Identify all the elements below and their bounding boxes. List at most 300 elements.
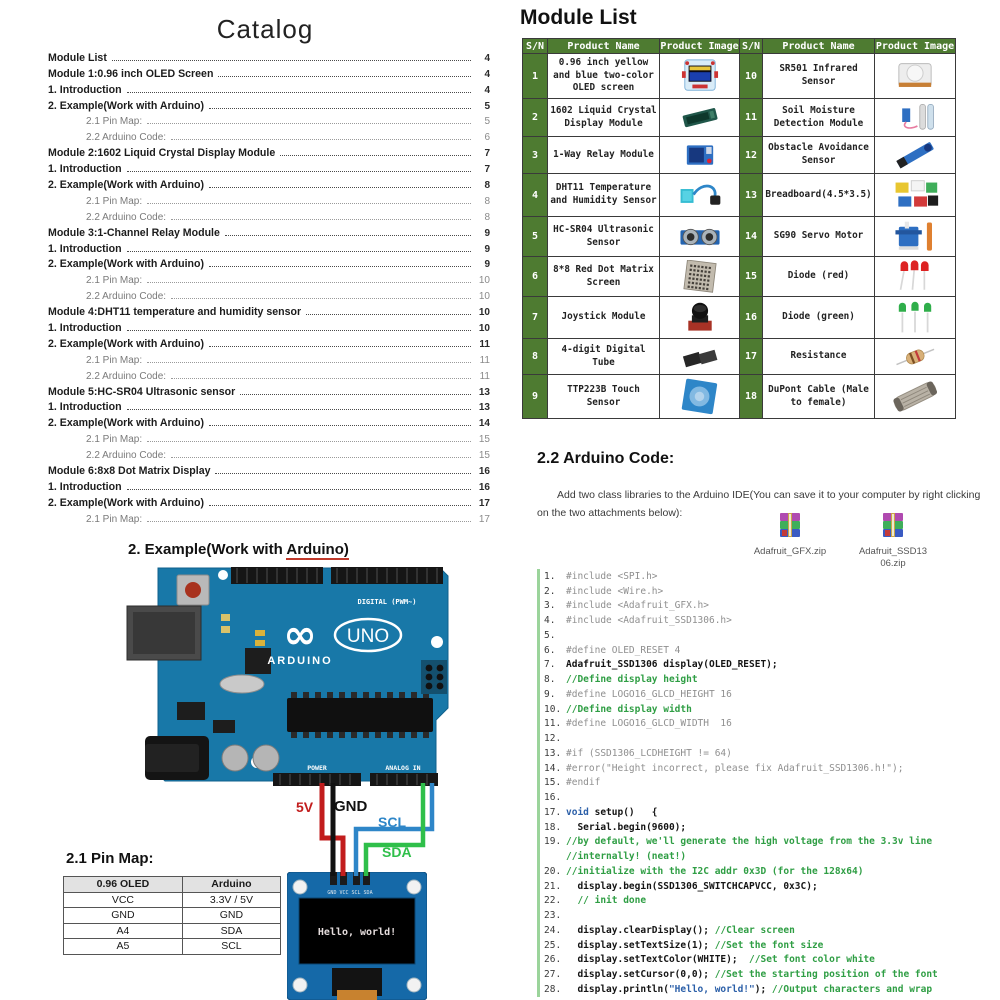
toc-page-number: 7 xyxy=(484,164,490,176)
code-line-number: 27. xyxy=(544,969,562,981)
module-table-header: S/N xyxy=(740,39,763,54)
product-image-ultrasonic xyxy=(660,217,740,257)
product-name-cell: Soil Moisture Detection Module xyxy=(763,99,875,137)
toc-dot-leader xyxy=(127,251,471,252)
toc-entry[interactable] xyxy=(48,286,490,302)
toc-entry[interactable] xyxy=(48,382,490,398)
toc-entry-label: 1. Introduction xyxy=(48,163,122,176)
toc-page-number: 8 xyxy=(484,180,490,192)
product-image-digital-tube xyxy=(660,339,740,375)
pin-map-row xyxy=(64,908,281,924)
sn-cell: 9 xyxy=(523,375,548,419)
code-line-text: #include <Adafruit_GFX.h> xyxy=(566,600,709,612)
code-line-text: //initialize with the I2C addr 0x3D (for the 128x64) xyxy=(566,865,864,877)
wire-label-scl: SCL xyxy=(378,814,406,830)
toc-dot-leader xyxy=(127,330,471,331)
product-name-cell: 0.96 inch yellow and blue two-color OLED screen xyxy=(548,54,660,99)
toc-page-number: 4 xyxy=(484,68,490,80)
module-table-row xyxy=(523,217,956,257)
svg-text:GND VCC SCL SDA: GND VCC SCL SDA xyxy=(327,890,373,896)
toc-page-number: 10 xyxy=(478,291,490,303)
toc-dot-leader xyxy=(209,108,471,109)
code-line-number: 22. xyxy=(544,895,562,907)
code-line-number: 3. xyxy=(544,600,556,612)
toc-entry-label: 2.2 Arduino Code: xyxy=(86,291,167,303)
toc-entry[interactable] xyxy=(48,207,490,223)
product-name-cell: 4-digit Digital Tube xyxy=(548,339,660,375)
product-image-led-green xyxy=(875,297,956,339)
toc-entry[interactable] xyxy=(48,302,490,318)
code-line-text: Serial.begin(9600); xyxy=(566,821,687,833)
code-line-text: display.println("Hello, world!"); //Output characters and wrap xyxy=(566,983,933,995)
code-line-number: 24. xyxy=(544,924,562,936)
catalog-title: Catalog xyxy=(216,14,314,44)
code-line-number: 7. xyxy=(544,659,556,671)
sn-cell: 17 xyxy=(740,339,763,375)
sn-cell: 4 xyxy=(523,174,548,217)
product-image-relay xyxy=(660,137,740,174)
toc-dot-leader xyxy=(218,76,471,77)
code-line xyxy=(544,820,1000,835)
toc-dot-leader xyxy=(209,266,471,267)
toc-page-number: 5 xyxy=(484,100,490,112)
sn-cell: 11 xyxy=(740,99,763,137)
pin-map-cell: GND xyxy=(182,908,280,924)
toc-page-number: 15 xyxy=(478,450,490,462)
code-line-number: 23. xyxy=(544,910,562,922)
module-list-title: Module List xyxy=(520,6,637,29)
product-image-obstacle-sensor xyxy=(875,137,956,174)
product-name-cell: Diode (red) xyxy=(763,257,875,297)
toc-entry[interactable] xyxy=(48,223,490,239)
oled-module-image xyxy=(287,872,427,1000)
svg-text:ANALOG IN: ANALOG IN xyxy=(385,764,421,772)
code-line-text: #define LOGO16_GLCD_WIDTH 16 xyxy=(566,718,732,730)
code-line xyxy=(544,672,1000,687)
module-table-header: Product Name xyxy=(763,39,875,54)
arduino-code-listing xyxy=(537,569,1000,997)
pin-map-heading: 2.1 Pin Map: xyxy=(66,850,154,867)
product-image-soil-moisture xyxy=(875,99,956,137)
product-name-cell: Obstacle Avoidance Sensor xyxy=(763,137,875,174)
attachment-label-line2: 06.zip xyxy=(880,557,906,569)
product-name-cell: Breadboard(4.5*3.5) xyxy=(763,174,875,217)
toc-entry[interactable] xyxy=(48,191,490,207)
sn-cell: 7 xyxy=(523,297,548,339)
toc-page-number: 9 xyxy=(484,259,490,271)
code-line xyxy=(544,894,1000,909)
example-heading-word: Arduino) xyxy=(286,541,349,558)
toc-entry[interactable] xyxy=(48,175,490,191)
toc-page-number: 15 xyxy=(478,434,490,446)
pin-map-row xyxy=(64,892,281,908)
pin-map-cell: A5 xyxy=(64,939,183,955)
sn-cell: 1 xyxy=(523,54,548,99)
toc-dot-leader xyxy=(147,521,471,522)
module-table-header: Product Name xyxy=(548,39,660,54)
toc-dot-leader xyxy=(127,489,471,490)
toc-entry[interactable] xyxy=(48,493,490,509)
toc-entry-label: 2.1 Pin Map: xyxy=(86,195,143,207)
code-line-text: //internally! (neat!) xyxy=(566,851,687,863)
toc-entry-label: Module 2:1602 Liquid Crystal Display Module xyxy=(48,147,276,160)
code-line-text: display.setTextSize(1); //Set the font size xyxy=(566,939,824,951)
sn-cell: 8 xyxy=(523,339,548,375)
code-line xyxy=(544,908,1000,923)
product-image-dot-matrix xyxy=(660,257,740,297)
example-heading-pre: 2. Example(Work with xyxy=(128,541,287,558)
code-line-number: 26. xyxy=(544,954,562,966)
code-line xyxy=(544,938,1000,953)
product-name-cell: SR501 Infrared Sensor xyxy=(763,54,875,99)
toc-page-number: 11 xyxy=(479,338,490,350)
pin-map-cell: A4 xyxy=(64,923,183,939)
code-line-text: #if (SSD1306_LCDHEIGHT != 64) xyxy=(566,747,732,759)
toc-entry[interactable] xyxy=(48,413,490,429)
toc-entry[interactable] xyxy=(48,96,490,112)
toc-entry[interactable] xyxy=(48,64,490,80)
product-image-infrared-sensor xyxy=(875,54,956,99)
code-line xyxy=(544,790,1000,805)
pin-map-table xyxy=(63,876,281,955)
code-line-text: #include <Adafruit_SSD1306.h> xyxy=(566,615,732,627)
sn-cell: 15 xyxy=(740,257,763,297)
pin-map-cell: VCC xyxy=(64,892,183,908)
code-line-text: //by default, we'll generate the high voltage from the 3.3v line xyxy=(566,836,933,848)
toc-page-number: 10 xyxy=(478,307,490,319)
toc-dot-leader xyxy=(147,362,471,363)
toc-entry-label: 2. Example(Work with Arduino) xyxy=(48,496,204,509)
code-line xyxy=(544,835,1000,850)
product-name-cell: SG90 Servo Motor xyxy=(763,217,875,257)
code-line xyxy=(544,687,1000,702)
toc-entry-label: 1. Introduction xyxy=(48,83,122,96)
toc-entry[interactable] xyxy=(48,143,490,159)
toc-page-number: 7 xyxy=(484,148,490,160)
toc-page-number: 17 xyxy=(478,497,490,509)
product-image-breadboard xyxy=(875,174,956,217)
toc-page-number: 9 xyxy=(484,227,490,239)
toc-page-number: 16 xyxy=(478,481,490,493)
module-table-row xyxy=(523,339,956,375)
product-image-joystick xyxy=(660,297,740,339)
toc-page-number: 5 xyxy=(484,116,490,128)
toc-entry[interactable] xyxy=(48,48,490,64)
code-line-number: 17. xyxy=(544,806,562,818)
code-line-number: 11. xyxy=(544,718,562,730)
code-line-number: 12. xyxy=(544,733,562,745)
product-image-resistor xyxy=(875,339,956,375)
toc-entry[interactable] xyxy=(48,509,490,525)
code-line-text: //Define display width xyxy=(566,703,692,715)
toc-dot-leader xyxy=(209,346,471,347)
toc-page-number: 13 xyxy=(478,386,490,398)
toc-entry-label: 1. Introduction xyxy=(48,480,122,493)
toc-entry-label: 2. Example(Work with Arduino) xyxy=(48,258,204,271)
intro-line-1: Add two class libraries to the Arduino IDE(You can save it to your computer by right clicking xyxy=(557,489,981,501)
table-of-contents xyxy=(48,48,490,525)
attachment-adafruit-gfx-zip[interactable] xyxy=(740,512,840,558)
product-image-dupont-cable xyxy=(875,375,956,419)
toc-entry-label: Module 3:1-Channel Relay Module xyxy=(48,226,220,239)
toc-page-number: 4 xyxy=(484,84,490,96)
module-table-header: Product Image xyxy=(660,40,739,52)
toc-page-number: 9 xyxy=(484,243,490,255)
toc-entry-label: 2.2 Arduino Code: xyxy=(86,450,167,462)
sn-cell: 5 xyxy=(523,217,548,257)
toc-entry-label: Module 6:8x8 Dot Matrix Display xyxy=(48,465,211,478)
toc-dot-leader xyxy=(171,139,471,140)
toc-entry-label: 2.1 Pin Map: xyxy=(86,275,143,287)
code-line-number: 28. xyxy=(544,983,562,995)
toc-dot-leader xyxy=(240,394,471,395)
svg-text:Hello, world!: Hello, world! xyxy=(317,927,397,938)
toc-dot-leader xyxy=(147,203,471,204)
toc-dot-leader xyxy=(306,314,471,315)
code-line-number: 13. xyxy=(544,747,562,759)
toc-dot-leader xyxy=(209,505,471,506)
code-line-text: display.begin(SSD1306_SWITCHCAPVCC, 0x3C); xyxy=(566,880,818,892)
toc-entry-label: 2. Example(Work with Arduino) xyxy=(48,99,204,112)
code-line xyxy=(544,864,1000,879)
wire-5v xyxy=(322,783,343,876)
module-table-header: Product Image xyxy=(875,40,955,52)
toc-dot-leader xyxy=(209,425,471,426)
toc-dot-leader xyxy=(225,235,471,236)
sn-cell: 3 xyxy=(523,137,548,174)
code-line-number: 14. xyxy=(544,762,562,774)
toc-entry-label: Module 4:DHT11 temperature and humidity sensor xyxy=(48,306,302,319)
toc-page-number: 8 xyxy=(484,211,490,223)
toc-page-number: 17 xyxy=(478,513,490,525)
toc-dot-leader xyxy=(147,282,471,283)
toc-entry[interactable] xyxy=(48,461,490,477)
code-line xyxy=(544,613,1000,628)
product-image-servo xyxy=(875,217,956,257)
product-name-cell: DHT11 Temperature and Humidity Sensor xyxy=(548,174,660,217)
toc-entry-label: 2.2 Arduino Code: xyxy=(86,211,167,223)
product-image-touch-sensor xyxy=(660,375,740,419)
code-line xyxy=(544,717,1000,732)
svg-text:UNO: UNO xyxy=(346,626,390,647)
toc-entry[interactable] xyxy=(48,350,490,366)
svg-text:ARDUINO: ARDUINO xyxy=(267,655,333,667)
attachment-adafruit-ssd1306-zip[interactable] xyxy=(843,512,943,570)
code-line xyxy=(544,967,1000,982)
code-line-number: 8. xyxy=(544,674,556,686)
pin-map-row xyxy=(64,939,281,955)
toc-entry-label: 2.2 Arduino Code: xyxy=(86,132,167,144)
svg-text:POWER: POWER xyxy=(307,764,327,772)
toc-dot-leader xyxy=(171,298,471,299)
code-line-number: 16. xyxy=(544,792,562,804)
toc-dot-leader xyxy=(127,171,471,172)
sn-cell: 13 xyxy=(740,174,763,217)
product-name-cell: 8*8 Red Dot Matrix Screen xyxy=(548,257,660,297)
code-line-text: #define LOGO16_GLCD_HEIGHT 16 xyxy=(566,688,732,700)
toc-entry[interactable] xyxy=(48,334,490,350)
code-line xyxy=(544,702,1000,717)
toc-entry-label: Module 5:HC-SR04 Ultrasonic sensor xyxy=(48,385,236,398)
toc-page-number: 6 xyxy=(484,132,490,144)
code-line-number: 1. xyxy=(544,570,556,582)
code-line xyxy=(544,953,1000,968)
pin-map-cell: SCL xyxy=(182,939,280,955)
product-name-cell: Joystick Module xyxy=(548,297,660,339)
toc-entry-label: 2. Example(Work with Arduino) xyxy=(48,179,204,192)
pin-map-row xyxy=(64,923,281,939)
code-line-text: #error("Height incorrect, please fix Adafruit_SSD1306.h!"); xyxy=(566,762,904,774)
code-line-number: 15. xyxy=(544,777,562,789)
toc-dot-leader xyxy=(112,60,471,61)
pin-map-header: 0.96 OLED xyxy=(64,877,183,893)
toc-entry-label: 2. Example(Work with Arduino) xyxy=(48,417,204,430)
product-name-cell: Resistance xyxy=(763,339,875,375)
product-name-cell: TTP223B Touch Sensor xyxy=(548,375,660,419)
pin-map-cell: SDA xyxy=(182,923,280,939)
wire-label-gnd: GND xyxy=(334,798,368,815)
wire-label-sda: SDA xyxy=(382,844,412,860)
product-name-cell: Diode (green) xyxy=(763,297,875,339)
sn-cell: 2 xyxy=(523,99,548,137)
product-image-lcd1602 xyxy=(660,99,740,137)
code-line-text: #include <Wire.h> xyxy=(566,585,664,597)
toc-entry[interactable] xyxy=(48,398,490,414)
toc-entry-label: 2.1 Pin Map: xyxy=(86,116,143,128)
toc-entry[interactable] xyxy=(48,112,490,128)
svg-text:DIGITAL (PWM~): DIGITAL (PWM~) xyxy=(357,598,417,606)
sn-cell: 12 xyxy=(740,137,763,174)
code-line-text: void setup() { xyxy=(566,806,658,818)
code-line xyxy=(544,584,1000,599)
product-name-cell: 1-Way Relay Module xyxy=(548,137,660,174)
code-line-number: 21. xyxy=(544,880,562,892)
toc-entry[interactable] xyxy=(48,80,490,96)
module-table-header: S/N xyxy=(523,39,548,54)
code-line xyxy=(544,923,1000,938)
sn-cell: 6 xyxy=(523,257,548,297)
toc-entry-label: 2.1 Pin Map: xyxy=(86,513,143,525)
code-line xyxy=(544,628,1000,643)
toc-dot-leader xyxy=(171,219,471,220)
toc-dot-leader xyxy=(171,378,471,379)
module-table-row xyxy=(523,297,956,339)
code-line-number: 10. xyxy=(544,703,562,715)
toc-entry[interactable] xyxy=(48,477,490,493)
toc-page-number: 4 xyxy=(484,52,490,64)
sn-cell: 10 xyxy=(740,54,763,99)
wire-label-5v: 5V xyxy=(296,799,314,815)
pin-map-cell: GND xyxy=(64,908,183,924)
code-line-text: display.setCursor(0,0); //Set the starting position of the font xyxy=(566,969,938,981)
toc-entry-label: Module List xyxy=(48,51,107,64)
toc-page-number: 10 xyxy=(478,275,490,287)
toc-entry[interactable] xyxy=(48,270,490,286)
toc-page-number: 10 xyxy=(478,323,490,335)
toc-entry-label: 1. Introduction xyxy=(48,322,122,335)
sn-cell: 18 xyxy=(740,375,763,419)
code-line-number: 5. xyxy=(544,629,556,641)
code-line xyxy=(544,599,1000,614)
module-table-row xyxy=(523,99,956,137)
zip-file-icon xyxy=(881,512,905,543)
pin-map-header: Arduino xyxy=(182,877,280,893)
toc-entry-label: Module 1:0.96 inch OLED Screen xyxy=(48,67,214,80)
product-name-cell: DuPont Cable (Male to female) xyxy=(763,375,875,419)
toc-entry[interactable] xyxy=(48,366,490,382)
code-line xyxy=(544,776,1000,791)
toc-entry[interactable] xyxy=(48,255,490,271)
module-table-row xyxy=(523,375,956,419)
product-image-led-red xyxy=(875,257,956,297)
code-line-text: // init done xyxy=(566,895,647,907)
code-line xyxy=(544,849,1000,864)
code-line-number: 20. xyxy=(544,865,562,877)
code-line-text: Adafruit_SSD1306 display(OLED_RESET); xyxy=(566,659,778,671)
attachment-label: Adafruit_SSD13 xyxy=(858,546,928,557)
code-line xyxy=(544,569,1000,584)
toc-entry-label: 2.1 Pin Map: xyxy=(86,354,143,366)
example-section-heading xyxy=(128,541,349,558)
toc-dot-leader xyxy=(147,123,471,124)
sn-cell: 14 xyxy=(740,217,763,257)
code-line-number: 9. xyxy=(544,688,556,700)
toc-entry[interactable] xyxy=(48,429,490,445)
code-line xyxy=(544,658,1000,673)
product-image-dht11 xyxy=(660,174,740,217)
code-line-number: 2. xyxy=(544,585,556,597)
module-table-row xyxy=(523,174,956,217)
product-name-cell: 1602 Liquid Crystal Display Module xyxy=(548,99,660,137)
toc-entry-label: 2. Example(Work with Arduino) xyxy=(48,337,204,350)
toc-dot-leader xyxy=(147,441,471,442)
toc-page-number: 14 xyxy=(478,418,490,430)
code-line-number: 19. xyxy=(544,836,562,848)
code-line-number: 6. xyxy=(544,644,556,656)
code-line-text: #endif xyxy=(566,777,601,789)
toc-page-number: 16 xyxy=(478,466,490,478)
code-line xyxy=(544,982,1000,997)
toc-dot-leader xyxy=(209,187,471,188)
module-list-table xyxy=(522,38,956,419)
code-line-number: 25. xyxy=(544,939,562,951)
toc-dot-leader xyxy=(215,473,471,474)
toc-entry-label: 1. Introduction xyxy=(48,242,122,255)
product-image-oled-screen xyxy=(660,54,740,99)
code-line xyxy=(544,879,1000,894)
pin-map-cell: 3.3V / 5V xyxy=(182,892,280,908)
toc-dot-leader xyxy=(280,155,471,156)
arduino-uno-board-image xyxy=(125,562,455,790)
toc-entry-label: 2.2 Arduino Code: xyxy=(86,370,167,382)
sn-cell: 16 xyxy=(740,297,763,339)
toc-entry[interactable] xyxy=(48,159,490,175)
code-line xyxy=(544,761,1000,776)
arduino-code-heading: 2.2 Arduino Code: xyxy=(537,450,675,467)
toc-dot-leader xyxy=(127,92,471,93)
toc-entry[interactable] xyxy=(48,239,490,255)
toc-page-number: 11 xyxy=(479,370,490,382)
svg-text:∞: ∞ xyxy=(283,612,317,658)
code-line-text: #include <SPI.h> xyxy=(566,570,658,582)
toc-entry[interactable] xyxy=(48,127,490,143)
code-line-number: 18. xyxy=(544,821,562,833)
toc-entry[interactable] xyxy=(48,318,490,334)
toc-page-number: 13 xyxy=(478,402,490,414)
toc-entry[interactable] xyxy=(48,445,490,461)
toc-dot-leader xyxy=(127,409,471,410)
code-line-text: //Define display height xyxy=(566,674,698,686)
